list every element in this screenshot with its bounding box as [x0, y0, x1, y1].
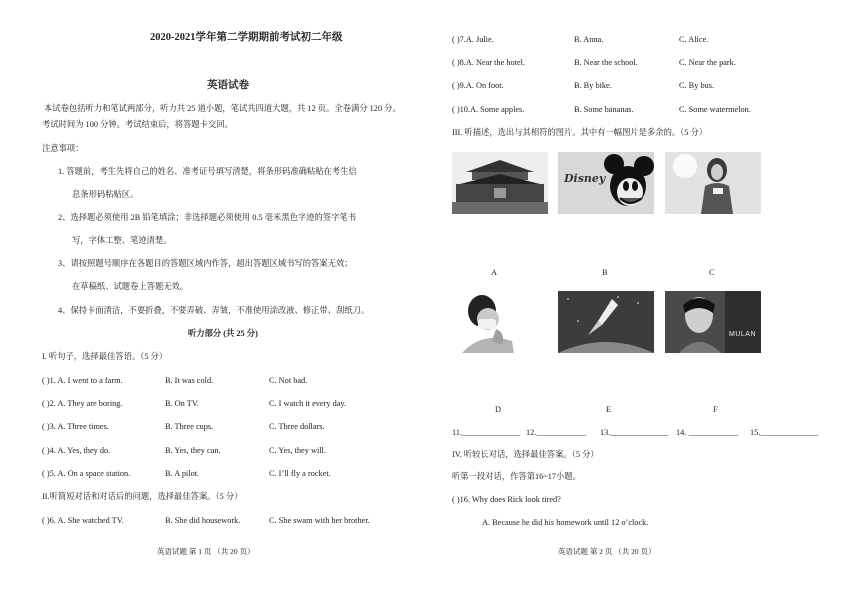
label-b: B [602, 268, 608, 277]
q10-option-b: B. Some bananas. [574, 105, 634, 114]
listening-heading: 听力部分 (共 25 分) [188, 329, 258, 338]
q4-option-c: C. Yes, they will. [269, 446, 326, 455]
q5-option-a: ( )5. A. On a space station. [42, 469, 131, 478]
section-1-heading: I. 听句子，选择最佳答语。（5 分） [42, 352, 168, 361]
q9-option-a: ( )9.A. On foot. [452, 81, 504, 90]
answer-blank-14[interactable]: 14. ____________ [676, 428, 739, 437]
q2-option-a: ( )2. A. They are boring. [42, 399, 123, 408]
exam-title: 2020-2021学年第二学期期前考试初二年级 [150, 32, 343, 43]
q1-option-b: B. It was cold. [165, 376, 214, 385]
q9-option-b: B. By bike. [574, 81, 612, 90]
note-3: 3、请按照题号顺序在各题目的答题区域内作答，超出答题区域书写的答案无效； [58, 259, 353, 268]
q3-option-b: B. Three cups. [165, 422, 214, 431]
picture-c-singer [665, 152, 761, 214]
q16-question: ( )16. Why does Rick look tired? [452, 495, 561, 504]
picture-a-tiananmen [452, 152, 548, 214]
answer-blank-11[interactable]: 11.______________ [452, 428, 521, 437]
page-footer-2: 英语试题 第 2 页 （共 20 页） [558, 547, 656, 556]
label-a: A [491, 268, 497, 277]
right-page [430, 0, 860, 607]
label-c: C [709, 268, 715, 277]
picture-d-mask [452, 291, 527, 353]
q16-option-a: A. Because he did his homework until 12 o’clock. [482, 518, 649, 527]
q8-option-b: B. Near the school. [574, 58, 638, 67]
q7-option-c: C. Alice. [679, 35, 709, 44]
note-2-cont: 写，字体工整、笔迹清楚。 [72, 236, 172, 245]
q8-option-a: ( )8.A. Near the hotel. [452, 58, 526, 67]
q3-option-a: ( )3. A. Three times. [42, 422, 109, 431]
picture-b-mickey [558, 152, 654, 214]
q7-option-b: B. Anna. [574, 35, 604, 44]
q3-option-c: C. Three dollars. [269, 422, 325, 431]
picture-e-rocket [558, 291, 654, 353]
q1-option-a: ( )1. A. I went to a farm. [42, 376, 123, 385]
q2-option-c: C. I watch it every day. [269, 399, 347, 408]
q9-option-c: C. By bus. [679, 81, 715, 90]
q1-option-c: C. Not bad. [269, 376, 308, 385]
q5-option-b: B. A pilot. [165, 469, 200, 478]
picture-f-poster-text: MULAN [729, 331, 757, 338]
picture-f-mulan-poster [665, 291, 761, 353]
note-3-cont: 在草稿纸、试题卷上答题无效。 [72, 282, 189, 291]
q6-option-c: C. She swam with her brother. [269, 516, 370, 525]
label-f: F [713, 405, 718, 414]
q7-option-a: ( )7.A. Julie. [452, 35, 494, 44]
section-4-heading: IV. 听较长对话，选择最佳答案。（5 分） [452, 450, 599, 459]
answer-blank-13[interactable]: 13.______________ [600, 428, 669, 437]
q8-option-c: C. Near the park. [679, 58, 736, 67]
section-3-heading: III. 听描述，选出与其相符的图片。其中有一幅图片是多余的。（5 分） [452, 128, 708, 137]
note-1-cont: 息条形码粘贴区。 [72, 190, 139, 199]
q10-option-c: C. Some watermelon. [679, 105, 751, 114]
note-1: 1. 答题前，考生先将自己的姓名、准考证号填写清楚，将条形码准确粘贴在考生信 [58, 167, 357, 176]
exam-subtitle: 英语试卷 [207, 80, 249, 91]
label-d: D [495, 405, 501, 414]
q4-option-b: B. Yes, they can. [165, 446, 221, 455]
label-e: E [606, 405, 612, 414]
note-2: 2、选择题必须使用 2B 铅笔填涂；非选择题必须使用 0.5 毫米黑色字迹的签字笔书 [58, 213, 357, 222]
picture-b-disney-text: Disney [564, 172, 606, 185]
q6-option-b: B. She did housework. [165, 516, 241, 525]
intro-line-2: 考试时间为 100 分钟。考试结束后，将答题卡交回。 [42, 120, 233, 129]
q5-option-c: C. I’ll fly a rocket. [269, 469, 331, 478]
answer-blank-12[interactable]: 12.____________ [526, 428, 587, 437]
q10-option-a: ( )10.A. Some apples. [452, 105, 525, 114]
q6-option-a: ( )6. A. She watched TV. [42, 516, 124, 525]
intro-line-1: 本试卷包括听力和笔试两部分，听力共 25 道小题，笔试共四道大题，共 12 页。全卷满分 120 分。 [44, 104, 401, 113]
q2-option-b: B. On TV. [165, 399, 199, 408]
answer-blank-15[interactable]: 15.______________ [750, 428, 819, 437]
q4-option-a: ( )4. A. Yes, they do. [42, 446, 111, 455]
note-4: 4、保持卡面清洁，不要折叠，不要弄破、弄皱，不准使用涂改液、修正带、刮纸刀。 [58, 306, 370, 315]
section-4-subheading: 听第一段对话，作答第16~17小题。 [452, 472, 581, 481]
page-footer-1: 英语试题 第 1 页 （共 20 页） [157, 547, 255, 556]
section-2-heading: II.听简短对话和对话后的问题，选择最佳答案。（5 分） [42, 492, 243, 501]
notes-title: 注意事项： [42, 144, 84, 153]
